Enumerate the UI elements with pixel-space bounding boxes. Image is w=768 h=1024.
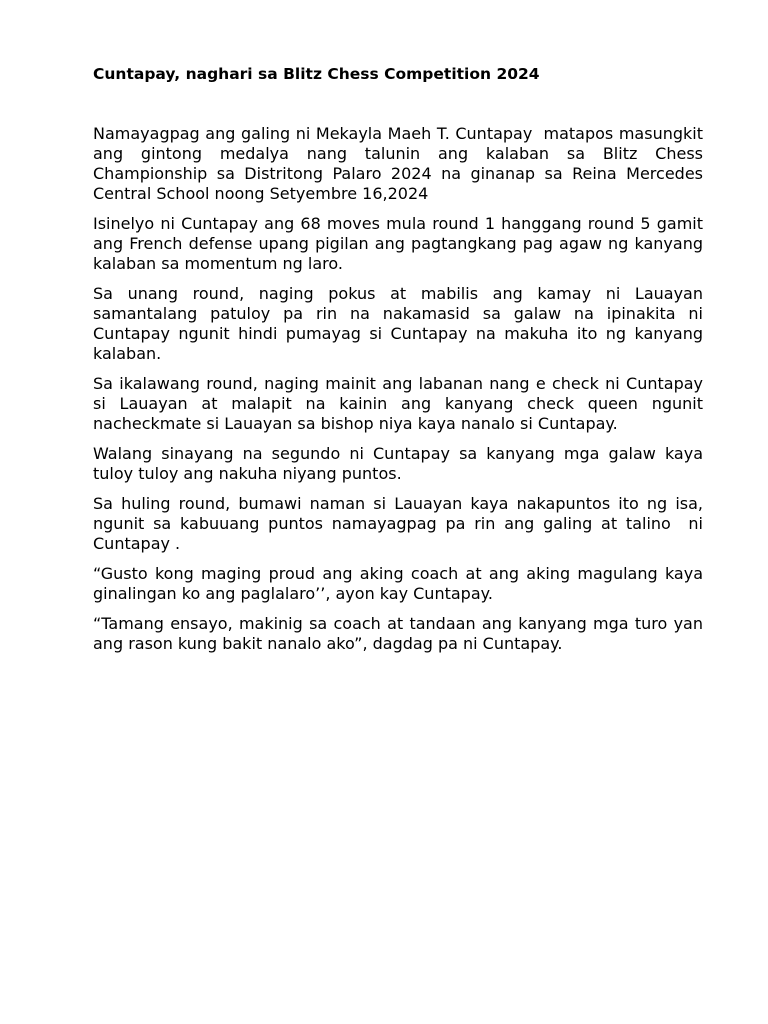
paragraph-4: Sa ikalawang round, naging mainit ang labanan nang e check ni Cuntapay si Lauayan at malapit na kainin ang kanyang check queen ngunit nacheckmate si Lauayan sa bishop niya kaya nanalo si Cuntapay.: [93, 374, 709, 433]
paragraph-1: Namayagpag ang galing ni Mekayla Maeh T. Cuntapay matapos masungkit ang gintong medalya nang talunin ang kalaban sa Blitz Chess Championship sa Distritong Palaro 2024 na ginanap sa Reina Mercedes Central School noong Setyembre 16,2024: [93, 124, 709, 203]
paragraph-5: Walang sinayang na segundo ni Cuntapay sa kanyang mga galaw kaya tuloy tuloy ang nakuha niyang puntos.: [93, 444, 709, 483]
paragraph-3: Sa unang round, naging pokus at mabilis ang kamay ni Lauayan samantalang patuloy pa rin na nakamasid sa galaw na ipinakita ni Cuntapay ngunit hindi pumayag si Cuntapay na makuha ito ng kanyang kalaban.: [93, 284, 709, 363]
quote-1: “Gusto kong maging proud ang aking coach at ang aking magulang kaya ginalingan ko ang paglalaro’’, ayon kay Cuntapay.: [93, 564, 709, 603]
article-title: Cuntapay, naghari sa Blitz Chess Competition 2024: [93, 65, 540, 83]
quote-2: “Tamang ensayo, makinig sa coach at tandaan ang kanyang mga turo yan ang rason kung bakit nanalo ako”, dagdag pa ni Cuntapay.: [93, 614, 709, 653]
paragraph-6: Sa huling round, bumawi naman si Lauayan kaya nakapuntos ito ng isa, ngunit sa kabuuang puntos namayagpag pa rin ang galing at talino ni Cuntapay .: [93, 494, 709, 553]
document-page: [93, 64, 709, 664]
paragraph-2: Isinelyo ni Cuntapay ang 68 moves mula round 1 hanggang round 5 gamit ang French defense upang pigilan ang pagtangkang pag agaw ng kanyang kalaban sa momentum ng laro.: [93, 214, 709, 273]
